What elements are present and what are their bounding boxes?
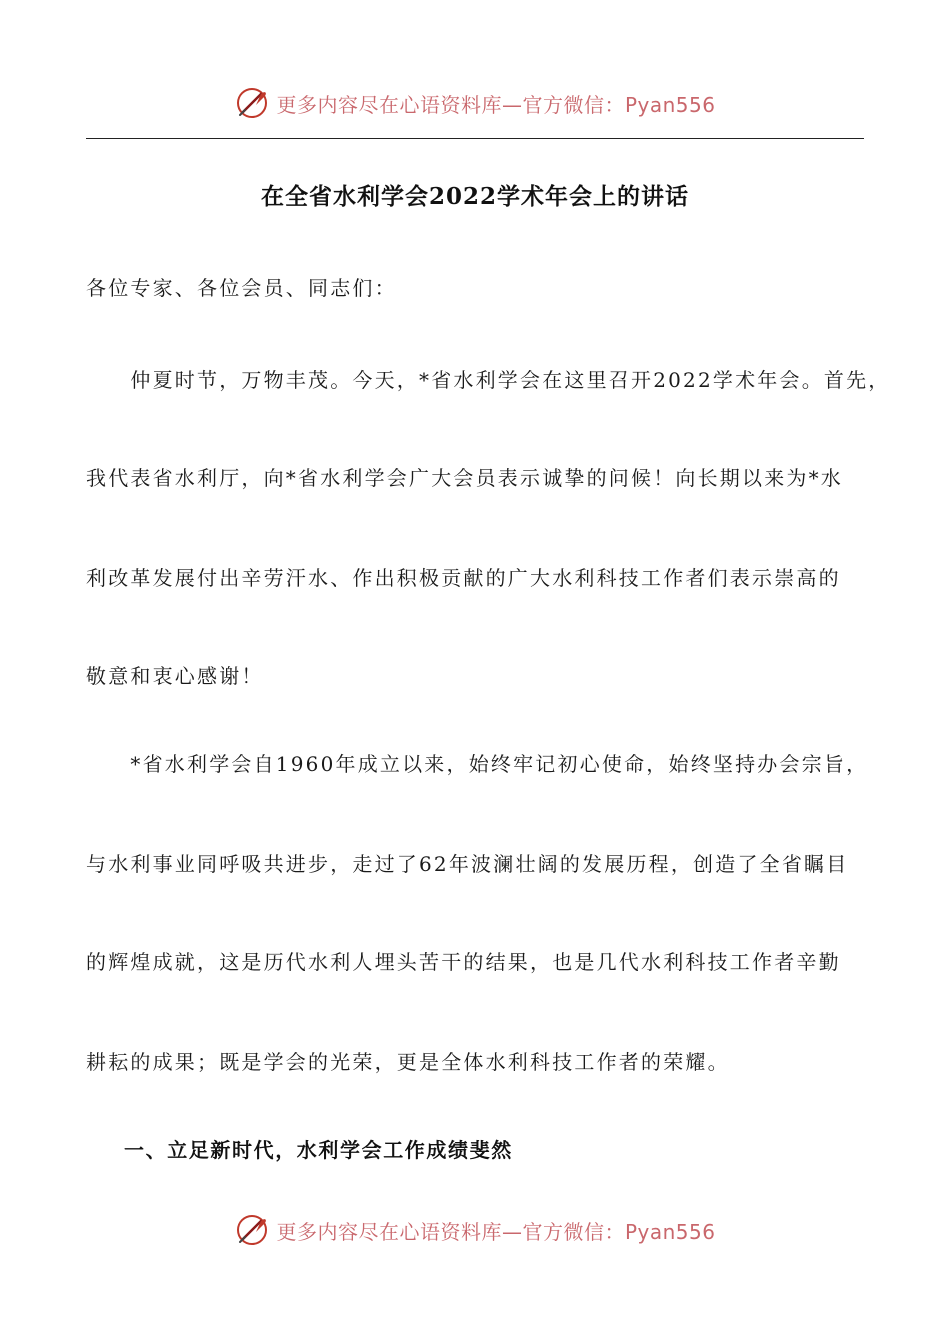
paragraph-line: 敬意和衷心感谢！ <box>86 664 264 688</box>
footer-watermark-text: 更多内容尽在心语资料库—官方微信：Pyan556 <box>276 1219 716 1244</box>
paragraph-line: 与水利事业同呼吸共进步，走过了62年波澜壮阔的发展历程，创造了全省瞩目 <box>86 852 849 876</box>
paragraph-line: 利改革发展付出辛劳汗水、作出积极贡献的广大水利科技工作者们表示崇高的 <box>86 566 841 590</box>
header-divider <box>86 138 864 139</box>
paragraph-line: *省水利学会自1960年成立以来，始终牢记初心使命，始终坚持办会宗旨， <box>86 752 869 776</box>
paragraph-line: 耕耘的成果；既是学会的光荣，更是全体水利科技工作者的荣耀。 <box>86 1050 730 1074</box>
quill-pen-logo-icon <box>234 85 270 121</box>
header-watermark-banner <box>0 81 950 125</box>
paragraph-line: 仲夏时节，万物丰茂。今天，*省水利学会在这里召开2022学术年会。首先， <box>86 368 891 392</box>
footer-watermark-banner <box>0 1208 950 1252</box>
header-watermark-text: 更多内容尽在心语资料库—官方微信：Pyan556 <box>276 92 716 117</box>
paragraph-line: 我代表省水利厅，向*省水利学会广大会员表示诚挚的问候！向长期以来为*水 <box>86 466 843 490</box>
quill-pen-logo-icon <box>234 1212 270 1248</box>
paragraph-line: 的辉煌成就，这是历代水利人埋头苦干的结果，也是几代水利科技工作者辛勤 <box>86 950 841 974</box>
document-title: 在全省水利学会2022学术年会上的讲话 <box>260 183 689 210</box>
section-heading: 一、立足新时代，水利学会工作成绩斐然 <box>124 1138 513 1162</box>
salutation: 各位专家、各位会员、同志们： <box>86 276 397 300</box>
